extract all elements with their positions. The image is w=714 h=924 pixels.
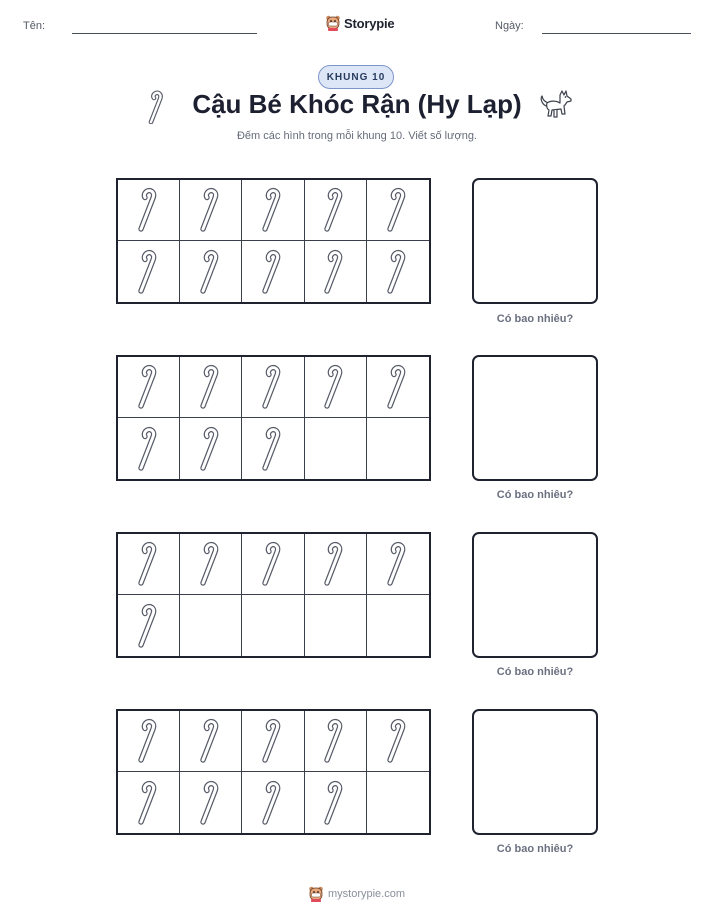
ten-frame-cell	[242, 357, 304, 418]
ten-frame-cell	[118, 534, 180, 595]
candy-cane-icon	[199, 541, 223, 587]
candy-cane-icon	[199, 426, 223, 472]
candy-cane-icon	[261, 718, 285, 764]
ten-frame-cell	[180, 534, 242, 595]
candy-cane-icon	[386, 718, 410, 764]
candy-cane-icon	[137, 364, 161, 410]
ten-frame-cell	[242, 534, 304, 595]
ten-frame-cell	[242, 595, 304, 656]
candy-cane-icon	[137, 249, 161, 295]
candy-cane-icon	[137, 426, 161, 472]
ten-frame-cell	[118, 711, 180, 772]
ten-frame-cell	[367, 418, 429, 479]
ten-frame-cell	[118, 595, 180, 656]
date-line[interactable]	[542, 33, 691, 34]
candy-cane-icon	[199, 187, 223, 233]
candy-cane-icon	[137, 187, 161, 233]
ten-frame-cell	[118, 772, 180, 833]
ten-frame-cell	[118, 418, 180, 479]
ten-frame-cell	[180, 595, 242, 656]
ten-frame-cell	[180, 772, 242, 833]
candy-cane-icon	[199, 780, 223, 826]
ten-frame-cell	[118, 357, 180, 418]
answer-box[interactable]	[472, 532, 598, 658]
ten-frame-cell	[242, 418, 304, 479]
how-many-label: Có bao nhiêu?	[496, 666, 574, 678]
candy-cane-icon	[323, 541, 347, 587]
ten-frame-cell	[367, 711, 429, 772]
storypie-mascot-icon	[308, 885, 324, 903]
candy-cane-icon	[323, 187, 347, 233]
answer-box[interactable]	[472, 355, 598, 481]
answer-box[interactable]	[472, 178, 598, 304]
brand-name: Storypie	[344, 15, 395, 31]
ten-frame-cell	[180, 241, 242, 302]
answer-box[interactable]	[472, 709, 598, 835]
ten-frame	[116, 532, 431, 658]
candy-cane-icon	[323, 780, 347, 826]
ten-frame-cell	[367, 357, 429, 418]
ten-frame-cell	[242, 772, 304, 833]
ten-frame-cell	[242, 711, 304, 772]
candy-cane-icon	[199, 249, 223, 295]
ten-frame-badge: KHUNG 10	[318, 65, 394, 89]
date-label: Ngày:	[495, 20, 524, 32]
ten-frame-cell	[305, 180, 367, 241]
ten-frame-cell	[305, 418, 367, 479]
ten-frame-cell	[367, 772, 429, 833]
candy-cane-icon	[261, 249, 285, 295]
candy-cane-icon	[137, 780, 161, 826]
ten-frame	[116, 355, 431, 481]
ten-frame	[116, 178, 431, 304]
how-many-label: Có bao nhiêu?	[496, 489, 574, 501]
candy-cane-icon	[137, 603, 161, 649]
ten-frame-cell	[367, 534, 429, 595]
ten-frame-cell	[305, 595, 367, 656]
footer	[308, 884, 405, 904]
ten-frame	[116, 709, 431, 835]
candy-cane-icon	[261, 364, 285, 410]
ten-frame-cell	[305, 772, 367, 833]
candy-cane-icon	[137, 718, 161, 764]
name-label: Tên:	[23, 20, 46, 32]
candy-cane-icon	[199, 364, 223, 410]
ten-frame-cell	[367, 241, 429, 302]
candy-cane-icon	[386, 187, 410, 233]
ten-frame-cell	[242, 180, 304, 241]
candy-cane-icon	[137, 541, 161, 587]
ten-frame-cell	[180, 711, 242, 772]
ten-frame-cell	[180, 418, 242, 479]
brand-logo	[325, 13, 394, 33]
candy-cane-icon	[261, 187, 285, 233]
wolf-icon	[538, 86, 574, 129]
ten-frame-cell	[118, 180, 180, 241]
ten-frame-cell	[367, 180, 429, 241]
ten-frame-cell	[242, 241, 304, 302]
candy-cane-icon	[323, 249, 347, 295]
how-many-label: Có bao nhiêu?	[496, 313, 574, 325]
ten-frame-cell	[305, 534, 367, 595]
candy-cane-icon	[261, 541, 285, 587]
ten-frame-cell	[305, 357, 367, 418]
ten-frame-cell	[367, 595, 429, 656]
ten-frame-cell	[305, 711, 367, 772]
candy-cane-icon	[386, 364, 410, 410]
candy-cane-icon	[199, 718, 223, 764]
how-many-label: Có bao nhiêu?	[496, 843, 574, 855]
candy-cane-icon	[323, 364, 347, 410]
ten-frame-cell	[180, 357, 242, 418]
candy-cane-icon	[386, 541, 410, 587]
ten-frame-cell	[180, 180, 242, 241]
candy-cane-icon	[323, 718, 347, 764]
name-line[interactable]	[72, 33, 257, 34]
candy-cane-icon	[261, 426, 285, 472]
instructions: Đếm các hình trong mỗi khung 10. Viết số lượng.	[236, 130, 477, 142]
candy-cane-icon	[386, 249, 410, 295]
ten-frame-cell	[305, 241, 367, 302]
worksheet-title: Cậu Bé Khóc Rận (Hy Lạp)	[192, 89, 522, 119]
storypie-mascot-icon	[325, 14, 341, 32]
candy-cane-icon	[261, 780, 285, 826]
footer-url[interactable]: mystorypie.com	[328, 888, 406, 900]
ten-frame-cell	[118, 241, 180, 302]
